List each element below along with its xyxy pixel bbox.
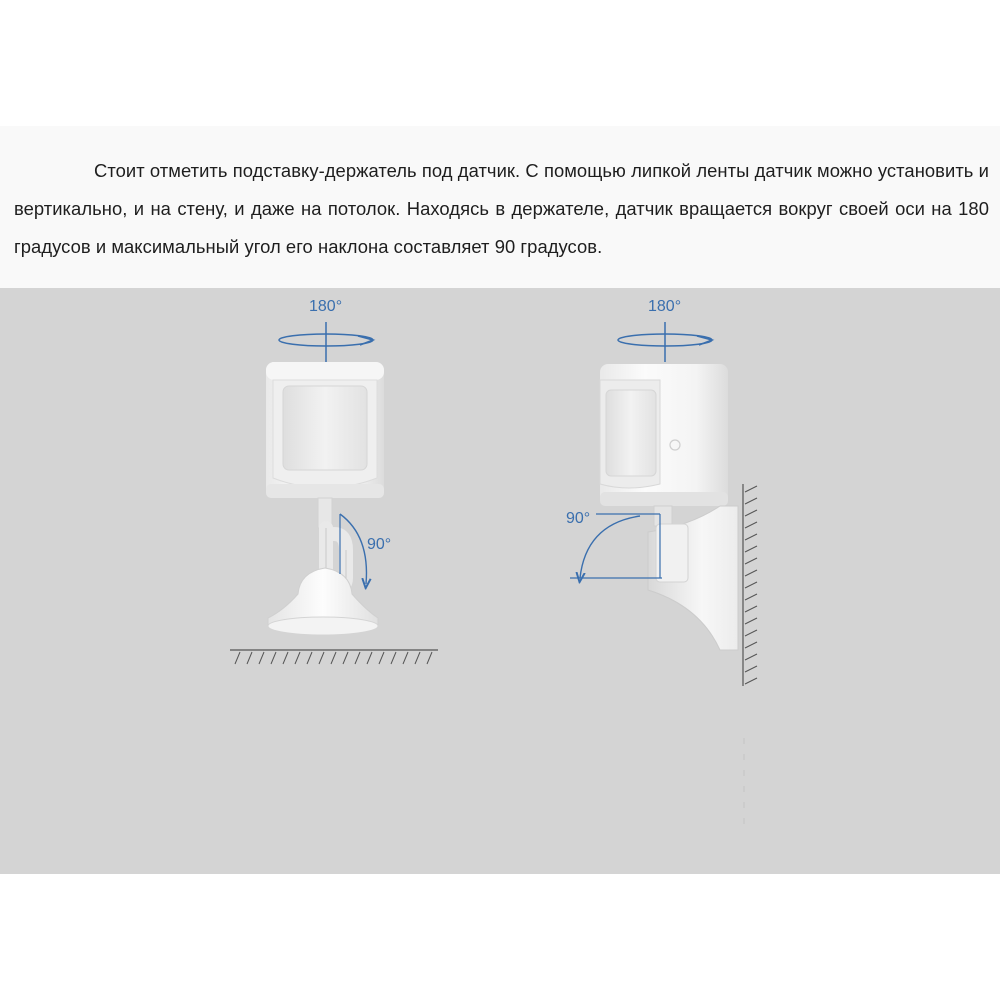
sensor-mounting-illustration [0, 288, 1000, 874]
right-rotation-label: 180° [648, 298, 682, 315]
right-figure [570, 322, 757, 828]
sensor-lens [606, 390, 656, 476]
wall-hatching [745, 486, 757, 684]
left-tilt-label: 90° [367, 536, 392, 553]
description-paragraph: Стоит отметить подставку-держатель под датчик. С помощью липкой ленты датчик можно установить и вертикально, и на стену, и даже на потолок. Находясь в держателе, датчик вращается вокруг своей оси на 180 градусов и максимальный угол его наклона составляет 90 градусов. [14, 160, 989, 257]
left-figure [230, 322, 438, 664]
sensor-lens [283, 386, 367, 470]
left-rotation-label: 180° [309, 298, 343, 315]
floor-hatching [235, 652, 432, 664]
illustration-scene [0, 288, 1000, 874]
right-tilt-label: 90° [566, 510, 591, 527]
